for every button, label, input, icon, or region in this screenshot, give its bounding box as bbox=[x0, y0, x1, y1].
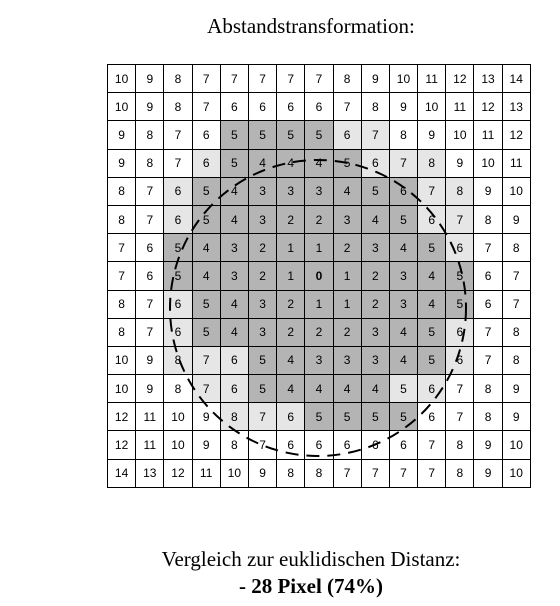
grid-cell: 2 bbox=[277, 290, 305, 318]
grid-cell: 8 bbox=[502, 318, 530, 346]
grid-cell: 6 bbox=[248, 93, 276, 121]
grid-cell: 8 bbox=[277, 459, 305, 487]
grid-cell: 6 bbox=[277, 93, 305, 121]
grid-cell: 5 bbox=[164, 234, 192, 262]
grid-cell: 12 bbox=[108, 431, 136, 459]
grid-cell: 10 bbox=[389, 65, 417, 93]
grid-cell: 9 bbox=[361, 65, 389, 93]
grid-cell: 8 bbox=[164, 93, 192, 121]
grid-cell: 2 bbox=[248, 234, 276, 262]
grid-row bbox=[108, 431, 531, 459]
grid-cell: 11 bbox=[474, 121, 502, 149]
grid-cell: 7 bbox=[136, 290, 164, 318]
grid-cell: 5 bbox=[333, 403, 361, 431]
grid-cell: 8 bbox=[108, 290, 136, 318]
grid-cell: 3 bbox=[277, 177, 305, 205]
grid-cell: 7 bbox=[192, 346, 220, 374]
grid-cell: 4 bbox=[389, 318, 417, 346]
grid-cell: 5 bbox=[220, 149, 248, 177]
grid-cell: 7 bbox=[136, 318, 164, 346]
grid-cell: 8 bbox=[108, 177, 136, 205]
grid-cell: 5 bbox=[418, 346, 446, 374]
grid-cell: 7 bbox=[418, 177, 446, 205]
grid-cell: 10 bbox=[108, 65, 136, 93]
grid-cell: 6 bbox=[305, 431, 333, 459]
grid-cell: 4 bbox=[418, 290, 446, 318]
grid-cell: 5 bbox=[305, 403, 333, 431]
grid-row bbox=[108, 205, 531, 233]
grid-cell: 5 bbox=[418, 234, 446, 262]
grid-cell: 8 bbox=[220, 403, 248, 431]
grid-cell: 6 bbox=[192, 149, 220, 177]
grid-cell: 3 bbox=[220, 234, 248, 262]
distance-grid-container bbox=[107, 64, 523, 481]
grid-cell: 7 bbox=[192, 65, 220, 93]
grid-cell: 3 bbox=[248, 290, 276, 318]
grid-row bbox=[108, 318, 531, 346]
grid-cell: 6 bbox=[418, 375, 446, 403]
grid-cell: 9 bbox=[136, 375, 164, 403]
grid-cell: 3 bbox=[333, 346, 361, 374]
grid-cell: 9 bbox=[192, 403, 220, 431]
grid-cell: 9 bbox=[474, 431, 502, 459]
grid-cell: 9 bbox=[192, 431, 220, 459]
grid-cell: 7 bbox=[474, 318, 502, 346]
grid-cell: 7 bbox=[446, 205, 474, 233]
grid-cell: 4 bbox=[192, 234, 220, 262]
grid-cell: 10 bbox=[474, 149, 502, 177]
grid-row bbox=[108, 121, 531, 149]
grid-cell: 8 bbox=[164, 346, 192, 374]
grid-cell: 5 bbox=[220, 121, 248, 149]
grid-cell: 11 bbox=[136, 431, 164, 459]
grid-cell: 4 bbox=[305, 149, 333, 177]
grid-cell: 7 bbox=[164, 149, 192, 177]
grid-row bbox=[108, 93, 531, 121]
grid-cell: 10 bbox=[502, 177, 530, 205]
grid-cell: 13 bbox=[136, 459, 164, 487]
grid-cell: 5 bbox=[389, 205, 417, 233]
grid-cell: 6 bbox=[164, 177, 192, 205]
grid-cell: 6 bbox=[389, 177, 417, 205]
grid-cell: 5 bbox=[446, 262, 474, 290]
grid-cell: 3 bbox=[305, 346, 333, 374]
grid-cell: 7 bbox=[164, 121, 192, 149]
grid-row bbox=[108, 290, 531, 318]
grid-cell: 7 bbox=[192, 375, 220, 403]
grid-cell: 4 bbox=[220, 177, 248, 205]
grid-cell: 5 bbox=[418, 318, 446, 346]
grid-row bbox=[108, 149, 531, 177]
grid-cell: 1 bbox=[277, 234, 305, 262]
grid-cell: 10 bbox=[108, 346, 136, 374]
grid-cell: 9 bbox=[389, 93, 417, 121]
grid-cell: 9 bbox=[474, 459, 502, 487]
grid-cell: 10 bbox=[108, 375, 136, 403]
grid-cell: 10 bbox=[418, 93, 446, 121]
grid-cell: 7 bbox=[361, 459, 389, 487]
grid-cell: 9 bbox=[108, 121, 136, 149]
grid-cell: 6 bbox=[220, 375, 248, 403]
grid-cell: 6 bbox=[164, 205, 192, 233]
grid-cell: 8 bbox=[108, 318, 136, 346]
grid-cell: 6 bbox=[474, 290, 502, 318]
grid-cell: 5 bbox=[164, 262, 192, 290]
grid-cell: 8 bbox=[220, 431, 248, 459]
grid-cell: 7 bbox=[446, 375, 474, 403]
grid-cell: 7 bbox=[361, 121, 389, 149]
grid-cell: 7 bbox=[474, 346, 502, 374]
grid-cell: 6 bbox=[305, 93, 333, 121]
grid-cell: 3 bbox=[389, 290, 417, 318]
grid-cell: 2 bbox=[248, 262, 276, 290]
grid-cell: 8 bbox=[446, 431, 474, 459]
grid-cell: 7 bbox=[277, 65, 305, 93]
grid-cell: 11 bbox=[502, 149, 530, 177]
grid-cell: 6 bbox=[220, 93, 248, 121]
grid-cell: 8 bbox=[136, 121, 164, 149]
grid-cell: 5 bbox=[192, 177, 220, 205]
grid-cell: 7 bbox=[220, 65, 248, 93]
grid-cell: 5 bbox=[446, 290, 474, 318]
grid-row bbox=[108, 375, 531, 403]
grid-cell: 3 bbox=[220, 262, 248, 290]
grid-cell: 6 bbox=[164, 318, 192, 346]
grid-cell: 8 bbox=[474, 403, 502, 431]
grid-cell: 6 bbox=[277, 403, 305, 431]
grid-row bbox=[108, 403, 531, 431]
grid-cell: 10 bbox=[446, 121, 474, 149]
grid-cell: 9 bbox=[502, 205, 530, 233]
grid-cell: 2 bbox=[333, 318, 361, 346]
grid-cell: 4 bbox=[220, 290, 248, 318]
grid-cell: 4 bbox=[418, 262, 446, 290]
grid-cell: 6 bbox=[164, 290, 192, 318]
grid-cell: 14 bbox=[108, 459, 136, 487]
grid-cell: 6 bbox=[446, 346, 474, 374]
grid-cell: 7 bbox=[333, 459, 361, 487]
grid-cell: 4 bbox=[389, 346, 417, 374]
grid-cell: 12 bbox=[446, 65, 474, 93]
grid-cell: 14 bbox=[502, 65, 530, 93]
grid-cell: 1 bbox=[305, 290, 333, 318]
grid-cell: 2 bbox=[361, 262, 389, 290]
comparison-result: - 28 Pixel (74%) bbox=[238, 574, 384, 598]
grid-cell: 8 bbox=[333, 65, 361, 93]
grid-cell: 8 bbox=[446, 177, 474, 205]
grid-cell: 9 bbox=[108, 149, 136, 177]
grid-cell: 10 bbox=[164, 431, 192, 459]
grid-cell: 6 bbox=[361, 149, 389, 177]
grid-cell: 1 bbox=[305, 234, 333, 262]
grid-cell: 3 bbox=[361, 234, 389, 262]
grid-cell: 13 bbox=[474, 65, 502, 93]
grid-cell: 8 bbox=[418, 149, 446, 177]
grid-cell: 7 bbox=[418, 431, 446, 459]
figure-title: Abstandstransformation: bbox=[207, 14, 415, 38]
grid-cell: 4 bbox=[361, 375, 389, 403]
grid-cell: 5 bbox=[248, 346, 276, 374]
grid-cell: 12 bbox=[164, 459, 192, 487]
grid-cell: 3 bbox=[361, 318, 389, 346]
grid-cell: 8 bbox=[474, 205, 502, 233]
grid-cell: 11 bbox=[418, 65, 446, 93]
grid-cell: 11 bbox=[136, 403, 164, 431]
grid-cell: 1 bbox=[333, 290, 361, 318]
grid-cell: 12 bbox=[108, 403, 136, 431]
grid-cell: 10 bbox=[164, 403, 192, 431]
grid-cell: 7 bbox=[248, 431, 276, 459]
grid-row bbox=[108, 459, 531, 487]
grid-cell: 12 bbox=[502, 121, 530, 149]
grid-cell: 6 bbox=[136, 262, 164, 290]
grid-cell: 2 bbox=[277, 205, 305, 233]
grid-cell: 3 bbox=[248, 205, 276, 233]
grid-cell: 7 bbox=[502, 290, 530, 318]
grid-cell: 5 bbox=[361, 177, 389, 205]
grid-cell: 5 bbox=[389, 403, 417, 431]
grid-cell: 8 bbox=[389, 121, 417, 149]
grid-cell: 5 bbox=[248, 375, 276, 403]
grid-cell: 11 bbox=[192, 459, 220, 487]
grid-cell: 2 bbox=[305, 205, 333, 233]
grid-cell: 8 bbox=[474, 375, 502, 403]
grid-cell: 5 bbox=[248, 121, 276, 149]
grid-cell: 7 bbox=[474, 234, 502, 262]
grid-row bbox=[108, 234, 531, 262]
grid-cell: 9 bbox=[446, 149, 474, 177]
grid-cell: 6 bbox=[474, 262, 502, 290]
grid-cell: 10 bbox=[108, 93, 136, 121]
grid-cell: 3 bbox=[248, 318, 276, 346]
grid-cell: 4 bbox=[361, 205, 389, 233]
grid-cell: 4 bbox=[220, 318, 248, 346]
grid-cell: 8 bbox=[164, 65, 192, 93]
grid-cell: 8 bbox=[361, 93, 389, 121]
grid-cell: 4 bbox=[277, 346, 305, 374]
grid-cell: 4 bbox=[333, 375, 361, 403]
grid-cell: 7 bbox=[418, 459, 446, 487]
grid-cell: 4 bbox=[220, 205, 248, 233]
grid-cell: 8 bbox=[446, 459, 474, 487]
grid-cell: 6 bbox=[277, 431, 305, 459]
grid-cell: 3 bbox=[248, 177, 276, 205]
grid-cell: 3 bbox=[333, 205, 361, 233]
grid-cell: 6 bbox=[418, 205, 446, 233]
grid-cell: 11 bbox=[446, 93, 474, 121]
grid-cell: 6 bbox=[418, 403, 446, 431]
grid-cell: 5 bbox=[192, 318, 220, 346]
grid-cell: 5 bbox=[389, 375, 417, 403]
grid-cell: 8 bbox=[136, 149, 164, 177]
grid-cell: 2 bbox=[361, 290, 389, 318]
grid-cell: 6 bbox=[136, 234, 164, 262]
grid-cell: 7 bbox=[446, 403, 474, 431]
grid-cell: 9 bbox=[136, 65, 164, 93]
grid-cell: 2 bbox=[277, 318, 305, 346]
grid-cell: 1 bbox=[277, 262, 305, 290]
grid-cell: 4 bbox=[192, 262, 220, 290]
grid-cell: 7 bbox=[333, 93, 361, 121]
grid-cell: 4 bbox=[277, 375, 305, 403]
grid-cell: 7 bbox=[108, 234, 136, 262]
grid-cell: 6 bbox=[446, 234, 474, 262]
grid-cell: 8 bbox=[502, 346, 530, 374]
grid-cell: 10 bbox=[502, 459, 530, 487]
grid-cell: 7 bbox=[248, 65, 276, 93]
grid-cell: 8 bbox=[305, 459, 333, 487]
grid-cell: 8 bbox=[108, 205, 136, 233]
grid-cell: 3 bbox=[361, 346, 389, 374]
grid-cell: 8 bbox=[164, 375, 192, 403]
grid-cell: 2 bbox=[305, 318, 333, 346]
grid-cell: 12 bbox=[474, 93, 502, 121]
grid-cell: 9 bbox=[136, 93, 164, 121]
grid-cell: 6 bbox=[192, 121, 220, 149]
grid-cell: 4 bbox=[389, 234, 417, 262]
comparison-caption: Vergleich zur euklidischen Distanz: bbox=[161, 547, 461, 571]
grid-cell: 8 bbox=[502, 234, 530, 262]
grid-cell: 10 bbox=[220, 459, 248, 487]
grid-cell: 5 bbox=[305, 121, 333, 149]
grid-cell: 7 bbox=[502, 262, 530, 290]
grid-cell: 5 bbox=[192, 205, 220, 233]
grid-cell: 4 bbox=[305, 375, 333, 403]
grid-cell: 9 bbox=[136, 346, 164, 374]
grid-cell: 3 bbox=[389, 262, 417, 290]
grid-cell: 7 bbox=[136, 205, 164, 233]
grid-row bbox=[108, 177, 531, 205]
grid-cell: 6 bbox=[361, 431, 389, 459]
grid-row bbox=[108, 262, 531, 290]
grid-cell: 7 bbox=[108, 262, 136, 290]
grid-cell: 7 bbox=[305, 65, 333, 93]
grid-cell: 5 bbox=[361, 403, 389, 431]
grid-cell: 6 bbox=[333, 431, 361, 459]
grid-cell: 9 bbox=[418, 121, 446, 149]
grid-cell: 7 bbox=[192, 93, 220, 121]
grid-cell: 3 bbox=[305, 177, 333, 205]
grid-cell: 6 bbox=[446, 318, 474, 346]
grid-cell: 6 bbox=[389, 431, 417, 459]
grid-cell: 4 bbox=[248, 149, 276, 177]
grid-cell: 6 bbox=[220, 346, 248, 374]
grid-cell: 1 bbox=[333, 262, 361, 290]
grid-cell: 9 bbox=[248, 459, 276, 487]
grid-cell: 4 bbox=[277, 149, 305, 177]
grid-cell: 6 bbox=[333, 121, 361, 149]
grid-cell: 2 bbox=[333, 234, 361, 262]
grid-cell: 5 bbox=[333, 149, 361, 177]
grid-cell: 9 bbox=[474, 177, 502, 205]
grid-cell: 9 bbox=[502, 403, 530, 431]
distance-grid bbox=[107, 64, 531, 488]
grid-cell: 10 bbox=[502, 431, 530, 459]
grid-cell: 5 bbox=[277, 121, 305, 149]
grid-cell: 0 bbox=[305, 262, 333, 290]
grid-row bbox=[108, 65, 531, 93]
grid-cell: 4 bbox=[333, 177, 361, 205]
grid-cell: 7 bbox=[389, 149, 417, 177]
grid-cell: 7 bbox=[248, 403, 276, 431]
grid-cell: 7 bbox=[136, 177, 164, 205]
grid-cell: 5 bbox=[192, 290, 220, 318]
grid-cell: 13 bbox=[502, 93, 530, 121]
grid-cell: 9 bbox=[502, 375, 530, 403]
grid-row bbox=[108, 346, 531, 374]
grid-cell: 7 bbox=[389, 459, 417, 487]
